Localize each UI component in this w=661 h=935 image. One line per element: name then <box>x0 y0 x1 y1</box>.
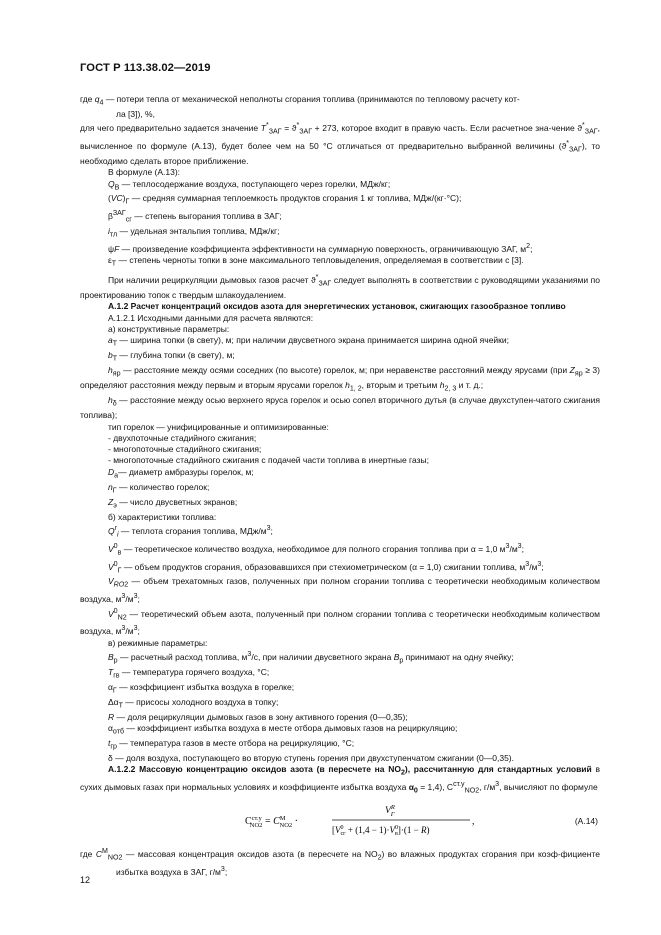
formula-lhs: $C^{ст.у}$ $NO2 = C^М$ NO2 · <box>245 814 299 829</box>
text-line: $T_{гв}$ — температура горячего воздуха, °С; <box>108 666 270 680</box>
text-line: А.1.2.1 Исходными данными для расчета являются: <box>108 312 314 323</box>
text-line: А.1.2.2 Массовую концентрацию оксидов азота (в пересчете на $NO_2$), рассчитанную для стандартных условий в сухих дымовых газах при нормальных условиях и коэффициенте избытка воздуха $\alpha_0 = 1,4$), $C^{ст.у}_{NO2}$, $г/м^3$, вычисляют по формуле <box>80 764 600 795</box>
section-heading: А.1.2 Расчет концентраций оксидов азота для энергетических установок, сжигающих газообразное топливо <box>108 301 566 312</box>
text-line: δ — доля воздуха, поступающего во вторую ступень горения при двухступенчатом сжигании (0—0,35). <box>108 752 515 763</box>
document-header <box>80 62 211 74</box>
page-number: 12 <box>80 875 91 885</box>
text-line: $\varepsilon_Т$ — степень черноты топки в зоне максимального тепловыделения, определяемая в соответствии с [3]. <box>108 255 524 269</box>
list-item: - двухпоточные стадийного сжигания; <box>108 432 257 443</box>
formula-graphic <box>80 800 600 842</box>
text-line: В формуле (А.13): <box>108 167 181 178</box>
text-line: ψF — произведение коэффициента эффективности на суммарную поверхность, ограничивающую ЗАГ, $м^2$; <box>108 242 533 255</box>
text-line: $V_{RO2}$ — объем трехатомных газов, полученных при полном сгорании топлива с теоретически необходимым количеством воздуха, $м^3/м^3$; <box>80 576 600 605</box>
text-line: $b_Т$ — глубина топки (в свету), м; <box>108 350 235 364</box>
text-line: $D_а—$ диаметр амбразуры горелок, м; <box>108 466 254 480</box>
text-line: $Q_В$ — теплосодержание воздуха, поступающего через горелки, МДж/кг; <box>108 178 391 192</box>
standard-number: ГОСТ Р 113.38.02—2019 <box>80 62 211 74</box>
text-line: в) режимные параметры: <box>108 637 208 648</box>
text-line: R — доля рециркуляции дымовых газов в зону активного горения (0—0,35); <box>108 711 408 722</box>
text-line: $\alpha_{отб}$ — коэффициент избытка воздуха в месте отбора дымовых газов на рециркуляцию; <box>108 722 458 736</box>
text-line: $a_Т$ — ширина топки (в свету), м; при наличии двусветного экрана принимается ширина одной ячейки; <box>108 335 510 349</box>
text-line: тип горелок — унифицированные и оптимизированные: <box>108 421 329 432</box>
text-line: $(VC)_Г$ — средняя суммарная теплоемкость продуктов сгорания 1 кг топлива, МДж/(кг·°С); <box>108 193 462 207</box>
page-body <box>80 94 600 878</box>
text-line: $\Delta\alpha_Т$ — присосы холодного воздуха в топку; <box>108 696 279 710</box>
text-line: а) конструктивные параметры: <box>108 324 230 335</box>
text-line: $V^0_{N2}$ — теоретический объем азота, полученный при полном сгорании топлива с теоретически необходимым количеством воздуха, $м^3/м^3$; <box>80 606 600 637</box>
formula-denominator: [$V^0$ сг + $(1,4 - 1)\cdot V^0$ в]·(1 − R) <box>332 824 430 837</box>
formula-numerator: $V^R$ Г <box>385 803 395 818</box>
text-line: $Q^r_i$ — теплота сгорания топлива, МДж/$м^3$; <box>108 524 273 539</box>
text-line: где $C^М_{NO2}$ — массовая концентрация оксидов азота (в пересчете на $NO_2$) во влажных продуктах сгорания при коэф-фициенте избытка воздуха в ЗАГ, $г/м^3$; <box>80 846 600 877</box>
text-line: $Z_э$ — число двусветных экранов; <box>108 496 238 510</box>
text-line: $h_\delta$ — расстояние между осью верхнего яруса горелок и осью сопел вторичного дутья (в случае двухступен-чатого сжигания топлива); <box>80 395 600 421</box>
text-line: для чего предварительно задается значение $T^*_{ЗАГ} = ϑ^*_{ЗАГ} + 273$, которое входит в правую часть. Если расчетное зна-чение $ϑ^*_{ЗАГ}$, вычисленное по формуле (А.13), будет более чем на 50 °С отличаться от предварительно выбранной величины $(ϑ^*_{ЗАГ})$, то необходимо сделать второе приближение. <box>80 121 601 166</box>
text-line: $t_{гр}$ — температура газов в месте отбора на рециркуляцию, °С; <box>108 737 355 751</box>
text-line: $\beta^{ЗАГ}_{сг}$ — степень выгорания топлива в ЗАГ; <box>108 209 282 224</box>
text-line: При наличии рециркуляции дымовых газов расчет $ϑ^*_{ЗАГ}$ следует выполнять в соответствии с руководящими указаниями по проектированию топок с твердым шлакоудалением. <box>80 273 600 301</box>
formula-a14 <box>80 800 600 842</box>
list-item: - многопоточные стадийного сжигания с подачей части топлива в инертные газы; <box>108 455 429 466</box>
text-line: $i_{тл}$ — удельная энтальпия топлива, МДж/кг; <box>108 226 280 239</box>
text-line: б) характеристики топлива: <box>108 511 217 522</box>
text-line: $B_р$ — расчетный расход топлива, $м^3/с$, при наличии двусветного экрана $B_р$ принимают на одну ячейку; <box>108 649 514 665</box>
text-line: $V^0_Г$ — объем продуктов сгорания, образовавшихся при стехиометрическом (α = 1,0) сжигании топлива, $м^3/м^3$; <box>108 559 544 575</box>
text-line: $\alpha_Г$ — коэффициент избытка воздуха в горелке; <box>108 681 295 695</box>
text-line: где $q_4$ — потери тепла от механической неполноты сгорания топлива (принимаются по тепловому расчету кот- ла [3]), %, <box>80 94 520 119</box>
text-line: $h_{яр}$ — расстояние между осями соседних (по высоте) горелок, м; при неравенстве расстояний между ярусами (при $Z_{яр} \ge 3$) определяют расстояния между первым и вторым ярусами горелок $h_{1, 2}$, вторым и третьим $h_{2, 3}$ и т. д.; <box>80 365 600 394</box>
formula-comma: , <box>472 815 475 827</box>
list-item: - многопоточные стадийного сжигания; <box>108 444 262 455</box>
equation-number: (А.14) <box>574 815 598 826</box>
text-line: $n_Г$ — количество горелок; <box>108 481 210 495</box>
text-line: $V^0_в$ — теоретическое количество воздуха, необходимое для полного сгорания топлива при α = 1,0 $м^3/м^3$; <box>108 541 524 557</box>
